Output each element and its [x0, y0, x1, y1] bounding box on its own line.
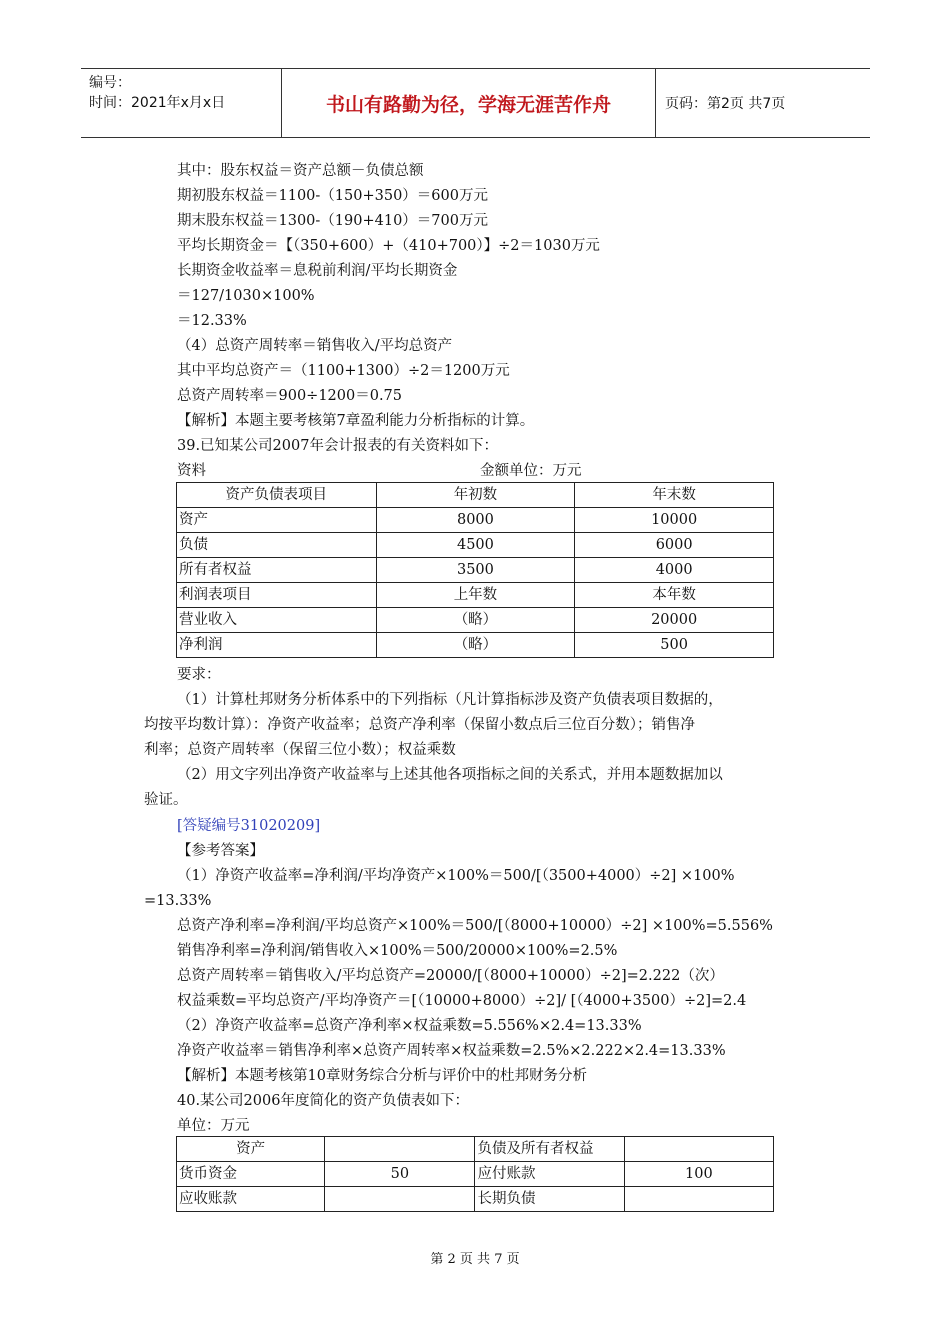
table-cell: 4000	[575, 558, 774, 583]
table-cell: 资产	[177, 1137, 325, 1162]
number-label: 编号：	[89, 75, 131, 91]
table-cell: 10000	[575, 508, 774, 533]
table-cell: 资产	[177, 508, 377, 533]
table-cell: （略）	[376, 633, 575, 658]
requirement-1-line2: 均按平均数计算）：净资产收益率；总资产净利率（保留小数点后三位百分数）；销售净	[144, 717, 695, 733]
table-cell: 年末数	[575, 483, 774, 508]
table-row	[177, 608, 774, 633]
text-line: 39.已知某公司2007年会计报表的有关资料如下：	[177, 438, 498, 454]
table-row	[177, 483, 774, 508]
answer-line: 净资产收益率＝销售净利率×总资产周转率×权益乘数=2.5%×2.222×2.4=13.33%	[177, 1043, 726, 1059]
requirement-2-line2: 验证。	[144, 792, 188, 808]
answer-line: 总资产周转率＝销售收入/平均总资产=20000/[（8000+10000）÷2]=2.222（次）	[177, 968, 724, 984]
table-cell	[624, 1187, 773, 1212]
table-cell: 负债	[177, 533, 377, 558]
answer-line: 销售净利率=净利润/销售收入×100%＝500/20000×100%=2.5%	[177, 943, 618, 959]
table-row	[177, 508, 774, 533]
answer-line: （2）净资产收益率=总资产净利率×权益乘数=5.556%×2.4=13.33%	[177, 1018, 642, 1034]
table-cell: 20000	[575, 608, 774, 633]
text-line: 平均长期资金＝【（350+600）+（410+700）】÷2＝1030万元	[177, 238, 600, 254]
table-cell: 4500	[376, 533, 575, 558]
table-cell: 6000	[575, 533, 774, 558]
text-line: 总资产周转率＝900÷1200＝0.75	[177, 388, 403, 404]
table-cell: 8000	[376, 508, 575, 533]
page-footer: 第 2 页 共 7 页	[430, 1252, 520, 1267]
table-cell: 长期负债	[475, 1187, 624, 1212]
requirements-title: 要求：	[177, 667, 221, 683]
table1-caption-left: 资料	[177, 463, 206, 479]
requirement-1-line1: （1）计算杜邦财务分析体系中的下列指标（凡计算指标涉及资产负债表项目数据的，	[177, 692, 723, 708]
answer-line: 总资产净利率=净利润/平均总资产×100%＝500/[（8000+10000）÷2] ×100%=5.556%	[177, 918, 773, 934]
table-cell: 本年数	[575, 583, 774, 608]
table-row	[177, 633, 774, 658]
text-line: 长期资金收益率＝息税前利润/平均长期资金	[177, 263, 458, 279]
text-line: 期末股东权益＝1300-（190+410）＝700万元	[177, 213, 488, 229]
table-cell	[325, 1187, 475, 1212]
table-cell	[325, 1137, 475, 1162]
table-cell: （略）	[376, 608, 575, 633]
text-line: 其中：股东权益＝资产总额－负债总额	[177, 163, 424, 179]
requirement-2-line1: （2）用文字列出净资产收益率与上述其他各项指标之间的关系式，并用本题数据加以	[177, 767, 723, 783]
table-cell: 上年数	[376, 583, 575, 608]
table-row	[177, 1162, 774, 1187]
text-line: ＝127/1030×100%	[177, 288, 315, 304]
answer-line: 权益乘数=平均总资产/平均净资产＝[（10000+8000）÷2]/ [（4000+3500）÷2]=2.4	[177, 993, 747, 1009]
answer-line: =13.33%	[144, 893, 212, 909]
header-meta	[81, 69, 282, 137]
text-line: 【解析】本题主要考核第7章盈利能力分析指标的计算。	[177, 413, 535, 429]
requirement-1-line3: 利率；总资产周转率（保留三位小数）；权益乘数	[144, 742, 456, 758]
table-cell: 负债及所有者权益	[475, 1137, 624, 1162]
table-cell: 货币资金	[177, 1162, 325, 1187]
table-row	[177, 1137, 774, 1162]
text-line: （4）总资产周转率＝销售收入/平均总资产	[177, 338, 453, 354]
table-cell: 营业收入	[177, 608, 377, 633]
table-cell: 净利润	[177, 633, 377, 658]
text-line: 其中平均总资产＝（1100+1300）÷2＝1200万元	[177, 363, 510, 379]
text-line: 期初股东权益＝1100-（150+350）＝600万元	[177, 188, 488, 204]
table-cell: 利润表项目	[177, 583, 377, 608]
table-row	[177, 533, 774, 558]
time-label: 时间：2021年x月x日	[89, 95, 226, 111]
answer-reference-link[interactable]: [答疑编号31020209]	[177, 818, 321, 834]
table-cell: 年初数	[376, 483, 575, 508]
table-cell: 100	[624, 1162, 773, 1187]
page-header	[81, 68, 870, 138]
table1-caption-right: 金额单位：万元	[480, 463, 582, 479]
balance-sheet-table	[176, 1136, 774, 1212]
answer-analysis: 【解析】本题考核第10章财务综合分析与评价中的杜邦财务分析	[177, 1068, 587, 1084]
table-cell: 应付账款	[475, 1162, 624, 1187]
table-row	[177, 1187, 774, 1212]
text-line: ＝12.33%	[177, 313, 247, 329]
table-cell: 500	[575, 633, 774, 658]
page-label: 页码：第2页 共7页	[665, 96, 786, 112]
question-40-unit: 单位：万元	[177, 1118, 250, 1134]
table-row	[177, 583, 774, 608]
table-cell: 3500	[376, 558, 575, 583]
financial-data-table	[176, 482, 774, 658]
table-cell: 所有者权益	[177, 558, 377, 583]
table-cell: 应收账款	[177, 1187, 325, 1212]
table-cell	[624, 1137, 773, 1162]
answer-title: 【参考答案】	[177, 843, 264, 859]
answer-line: （1）净资产收益率=净利润/平均净资产×100%＝500/[（3500+4000）÷2] ×100%	[177, 868, 735, 884]
table-cell: 50	[325, 1162, 475, 1187]
header-motto: 书山有路勤为径，学海无涯苦作舟	[282, 69, 656, 137]
table-row	[177, 558, 774, 583]
table-cell: 资产负债表项目	[177, 483, 377, 508]
question-40-intro: 40.某公司2006年度简化的资产负债表如下：	[177, 1093, 469, 1109]
